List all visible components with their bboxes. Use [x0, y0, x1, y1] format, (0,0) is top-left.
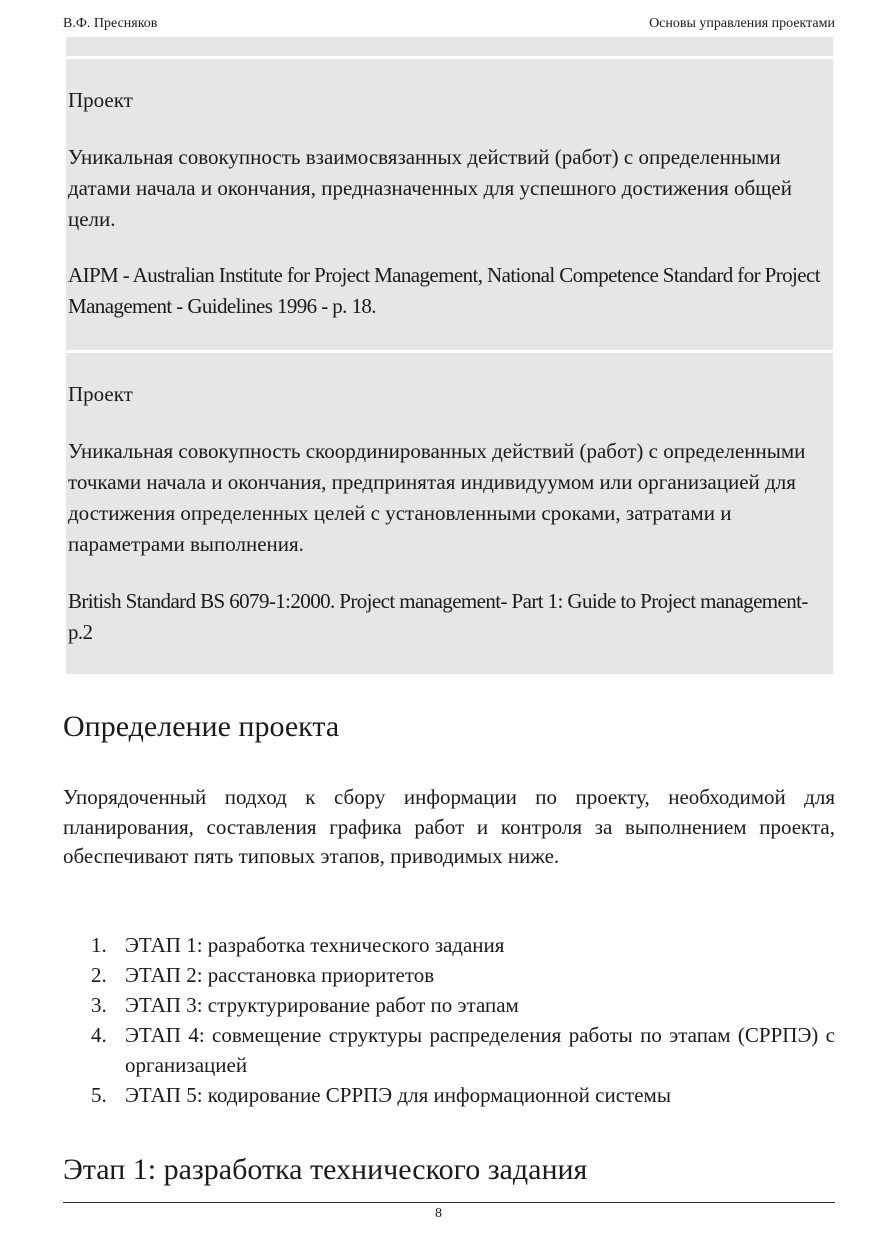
page-number: 8: [435, 1206, 442, 1221]
list-item: [63, 930, 835, 960]
definition-source: AIPM - Australian Institute for Project Management, National Competence Standard for Project Management - Guidelines 1996 - p. 18.: [68, 263, 820, 318]
list-item-number: 1.: [91, 933, 107, 957]
list-item-number: 3.: [91, 993, 107, 1017]
list-item-text: ЭТАП 2: расстановка приоритетов: [125, 963, 435, 987]
definition-text: Уникальная совокупность взаимосвязанных действий (работ) с определенными датами начала и окончания, предназначенных для успешного достижения общей цели.: [68, 145, 792, 231]
list-item: [63, 1020, 835, 1080]
definition-box-top-strip: [66, 37, 833, 56]
definition-source: British Standard BS 6079-1:2000. Project management- Part 1: Guide to Project management- p.2: [68, 589, 808, 644]
list-item-number: 4.: [91, 1023, 107, 1047]
list-item-number: 5.: [91, 1083, 107, 1107]
list-item-text: ЭТАП 3: структурирование работ по этапам: [125, 993, 519, 1017]
stages-list: [63, 930, 835, 1110]
list-item: [63, 990, 835, 1020]
definition-term: Проект: [68, 382, 133, 406]
definition-box: [66, 59, 833, 350]
definition-box: [66, 353, 833, 674]
list-item: [63, 960, 835, 990]
definition-text: Уникальная совокупность скоординированных действий (работ) с определенными точками начала и окончания, предпринятая индивидуумом или организацией для достижения определенных целей с установленными сроками, затратами и параметрами выполнения.: [68, 439, 806, 556]
list-item-text: ЭТАП 5: кодирование СРРПЭ для информационной системы: [125, 1083, 671, 1107]
list-item-number: 2.: [91, 963, 107, 987]
header-doc-title: Основы управления проектами: [649, 16, 835, 31]
definition-term: Проект: [68, 88, 133, 112]
list-item: [63, 1080, 835, 1110]
list-item-text: ЭТАП 4: совмещение структуры распределения работы по этапам (СРРПЭ) с организацией: [125, 1023, 835, 1077]
header-author: В.Ф. Пресняков: [63, 16, 158, 31]
page-header: [63, 16, 835, 32]
footer-divider: [63, 1202, 835, 1203]
next-section-title: Этап 1: разработка технического задания: [63, 1153, 588, 1186]
section-title: Определение проекта: [63, 710, 340, 743]
list-item-text: ЭТАП 1: разработка технического задания: [125, 933, 505, 957]
section-intro: Упорядоченный подход к сбору информации по проекту, необходимой для планирования, составления графика работ и контроля за выполнением проекта, обеспечивают пять типовых этапов, приводимых ниже.: [63, 785, 835, 868]
